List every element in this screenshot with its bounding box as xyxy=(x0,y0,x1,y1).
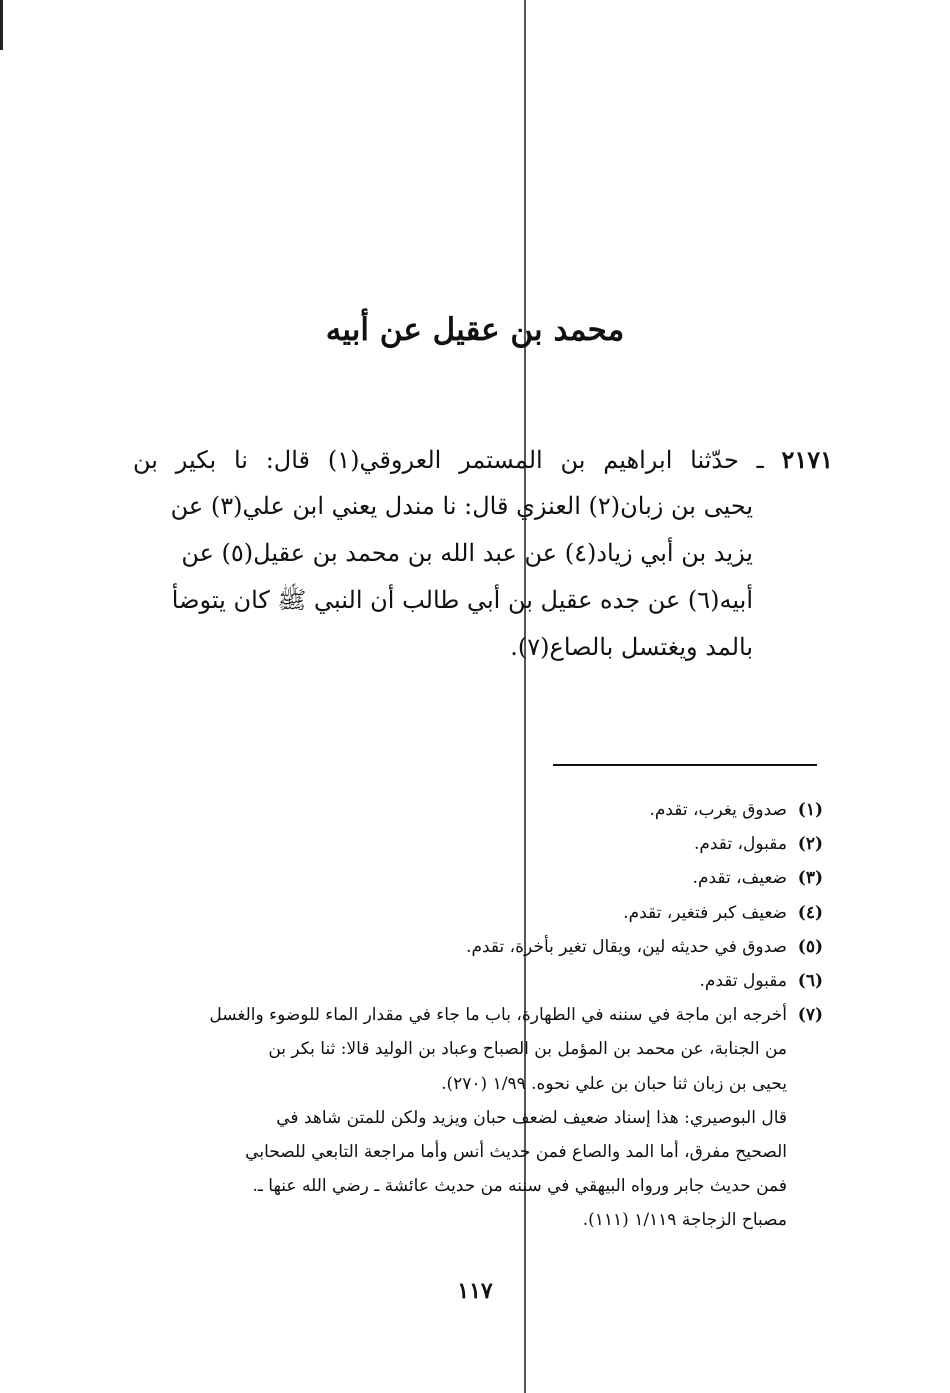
footnote-text: ضعيف كبر فتغير، تقدم. xyxy=(623,902,787,923)
hadith-line-5: بالمد ويغتسل بالصاع(٧). xyxy=(510,633,753,661)
footnote-text: مقبول، تقدم. xyxy=(693,834,787,855)
page-number: ١١٧ xyxy=(457,1278,493,1304)
footnote-number: (٥) xyxy=(797,936,823,957)
footnote-7-continuation-5: فمن حديث جابر ورواه البيهقي في سننه من حديث عائشة ـ رضي الله عنها ـ. xyxy=(252,1176,787,1197)
footnote-number: (٢) xyxy=(797,834,823,855)
footnote-7-continuation-2: يحيى بن زبان ثنا حبان بن علي نحوه. ١/٩٩ (٢٧٠). xyxy=(441,1073,787,1094)
hadith-line-1 xyxy=(133,436,833,483)
footnote-7-continuation-6: مصباح الزجاجة ١/١١٩ (١١١). xyxy=(582,1210,787,1231)
footnote-text: صدوق في حديثه لين، ويقال تغير بأخرة، تقدم. xyxy=(466,936,787,957)
footnote-6 xyxy=(123,964,823,998)
footnotes xyxy=(123,793,823,1237)
footnote-1 xyxy=(123,793,823,827)
footnote-number: (٦) xyxy=(797,970,823,991)
footnote-text: أخرجه ابن ماجة في سننه في الطهارة، باب ما جاء في مقدار الماء للوضوء والغسل xyxy=(209,1005,787,1026)
footnote-number: (٧) xyxy=(797,1005,823,1026)
hadith-line-3: يزيد بن أبي زياد(٤) عن عبد الله بن محمد بن عقيل(٥) عن xyxy=(181,539,753,567)
hadith-line-1-text: ـ حدّثنا ابراهيم بن المستمر العروقي(١) قال: نا بكير بن xyxy=(133,446,764,474)
footnote-7-continuation-3: قال البوصيري: هذا إسناد ضعيف لضعف حبان ويزيد ولكن للمتن شاهد في xyxy=(276,1107,787,1128)
scan-edge-mark xyxy=(0,0,3,50)
footnote-text: مقبول تقدم. xyxy=(699,970,787,991)
footnote-5 xyxy=(123,930,823,964)
footnote-number: (١) xyxy=(797,800,823,820)
footnote-7-continuation-4: الصحيح مفرق، أما المد والصاع فمن حديث أنس وأما مراجعة التابعي للصحابي xyxy=(245,1141,787,1162)
footnote-number: (٣) xyxy=(797,868,823,889)
footnote-7-continuation-1: من الجنابة، عن محمد بن المؤمل بن الصباح وعباد بن الوليد قالا: ثنا بكر بن xyxy=(268,1039,787,1060)
footnote-2 xyxy=(123,827,823,861)
hadith-line-2: يحيى بن زبان(٢) العنزي قال: نا مندل يعني ابن علي(٣) عن xyxy=(170,492,753,520)
hadith-text xyxy=(133,436,833,671)
footnote-separator xyxy=(553,764,817,766)
footnote-text: صدوق يغرب، تقدم. xyxy=(649,800,787,820)
footnote-3 xyxy=(123,861,823,895)
hadith-line-4: أبيه(٦) عن جده عقيل بن أبي طالب أن النبي ﷺ كان يتوضأ xyxy=(171,586,753,614)
footnote-4 xyxy=(123,896,823,930)
footnote-7 xyxy=(123,998,823,1032)
chapter-title: محمد بن عقيل عن أبيه xyxy=(325,312,625,348)
footnote-number: (٤) xyxy=(797,902,823,923)
footnote-text: ضعيف، تقدم. xyxy=(692,868,787,889)
hadith-number: ٢١٧١ xyxy=(781,445,834,474)
